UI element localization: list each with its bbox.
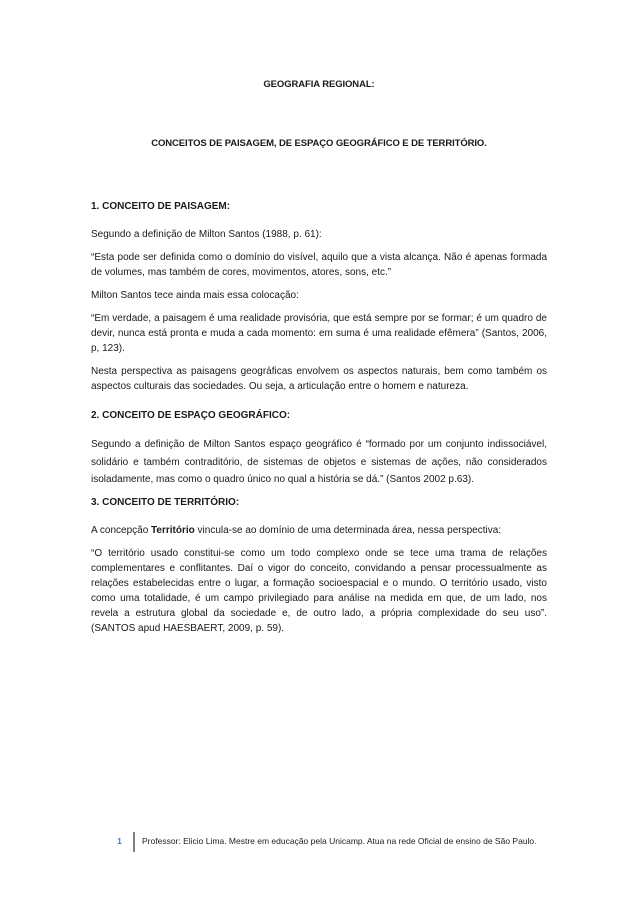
paragraph-milton-santos: Milton Santos tece ainda mais essa colocação: (91, 290, 299, 301)
footer-author-note: Professor: Elicio Lima. Mestre em educação pela Unicamp. Atua na rede Oficial de ensino de São Paulo. (142, 836, 537, 846)
document-title: GEOGRAFIA REGIONAL: (263, 79, 375, 90)
document-body (91, 199, 547, 644)
page-number: 1 (117, 836, 122, 846)
territorio-text-after: vincula-se ao domínio de uma determinada área, nessa perspectiva: (194, 524, 502, 536)
document-subtitle: CONCEITOS DE PAISAGEM, DE ESPAÇO GEOGRÁFICO E DE TERRITÓRIO. (151, 138, 487, 149)
quote-territorio: “O território usado constitui-se como um todo complexo onde se tece uma trama de relações complementares e conflitantes. Daí o vigor do conceito, convidando a pensar processualmente as relações estabelecidas entre o lugar, a formação socioespacial e o mundo. O território usado, visto como uma totalidade, é um campo privilegiado para análise na medida em que, de um lado, nos revela a estrutura global da sociedade e, de outro lado, a própria complexidade do seu uso”. (SANTOS apud HAESBAERT, 2009, p. 59). (91, 547, 547, 634)
section-heading-territorio: 3. CONCEITO DE TERRITÓRIO: (91, 496, 240, 508)
quote-paisagem-1: “Esta pode ser definida como o domínio do visível, aquilo que a vista alcança. Não é apenas formada de volumes, mas também de cores, movimentos, atores, sons, etc.” (91, 252, 547, 278)
page-footer (106, 832, 554, 850)
territorio-bold-term: Território (151, 524, 195, 536)
paragraph-perspectiva: Nesta perspectiva as paisagens geográficas envolvem os aspectos naturais, bem como também os aspectos culturais das sociedades. Ou seja, a articulação entre o homem e natureza. (91, 366, 547, 392)
section-heading-espaco: 2. CONCEITO DE ESPAÇO GEOGRÁFICO: (91, 410, 291, 421)
quote-paisagem-2: “Em verdade, a paisagem é uma realidade provisória, que está sempre por se formar; é um quadro de devir, nunca está pronta e muda a cada momento: em suma é uma realidade efêmera” (Santos, 2006, p, 123). (91, 313, 547, 354)
paragraph-definition-intro: Segundo a definição de Milton Santos (1988, p. 61): (91, 229, 322, 240)
paragraph-espaco-geografico: Segundo a definição de Milton Santos espaço geográfico é “formado por um conjunto indissociável, solidário e também contraditório, de sistemas de objetos e sistemas de ações, não considerados isoladamente, mas como o quadro único no qual a história se dá.” (Santos 2002 p.63). (91, 439, 547, 485)
footer-divider (133, 832, 135, 852)
territorio-text-before: A concepção (91, 524, 152, 536)
paragraph-territorio (91, 523, 547, 538)
section-heading-paisagem: 1. CONCEITO DE PAISAGEM: (91, 201, 231, 212)
